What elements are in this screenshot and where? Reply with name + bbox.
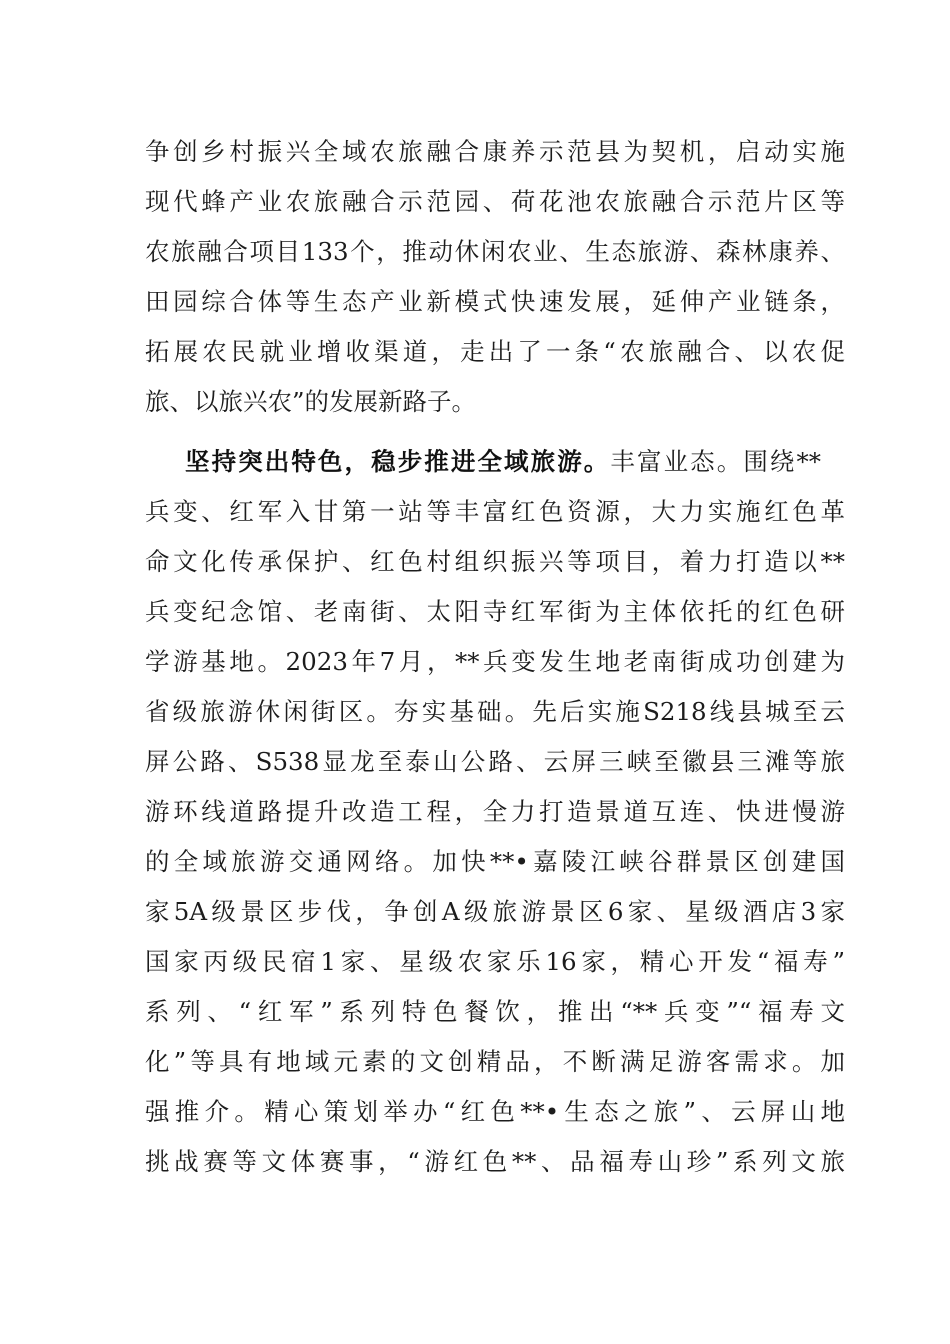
body-text-span: 丰富业态。围绕**: [610, 447, 821, 476]
body-text-line: 的全域旅游交通网络。加快**•嘉陵江峡谷群景区创建国: [145, 847, 845, 876]
body-text-line: 田园综合体等生态产业新模式快速发展，延伸产业链条，: [145, 287, 845, 316]
body-text-line: 学游基地。2023年7月，**兵变发生地老南街成功创建为: [145, 647, 845, 676]
body-text-line: 命文化传承保护、红色村组织振兴等项目，着力打造以**: [145, 547, 845, 576]
body-text-line: 系列、“红军”系列特色餐饮，推出“**兵变”“福寿文: [145, 997, 845, 1026]
body-text-line: 挑战赛等文体赛事，“游红色**、品福寿山珍”系列文旅: [145, 1147, 845, 1176]
body-text-line: 农旅融合项目133个，推动休闲农业、生态旅游、森林康养、: [145, 237, 845, 266]
paragraph-first-line: [185, 442, 821, 482]
body-text-line: 现代蜂产业农旅融合示范园、荷花池农旅融合示范片区等: [145, 187, 845, 216]
body-text-line: 旅、以旅兴农”的发展新路子。: [145, 387, 477, 416]
body-text-line: 兵变、红军入甘第一站等丰富红色资源，大力实施红色革: [145, 497, 845, 526]
body-text-line: 化”等具有地域元素的文创精品，不断满足游客需求。加: [145, 1047, 845, 1076]
body-text-line: 拓展农民就业增收渠道，走出了一条“农旅融合、以农促: [145, 337, 845, 366]
body-text-line: 游环线道路提升改造工程，全力打造景道互连、快进慢游: [145, 797, 845, 826]
body-text-line: 争创乡村振兴全域农旅融合康养示范县为契机，启动实施: [145, 137, 845, 166]
section-heading: 坚持突出特色，稳步推进全域旅游。: [185, 447, 611, 476]
body-text-line: 省级旅游休闲街区。夯实基础。先后实施S218线县城至云: [145, 697, 845, 726]
body-text-line: 强推介。精心策划举办“红色**•生态之旅”、云屏山地: [145, 1097, 845, 1126]
body-text-line: 国家丙级民宿1家、星级农家乐16家，精心开发“福寿”: [145, 947, 845, 976]
body-text-line: 屏公路、S538显龙至泰山公路、云屏三峡至徽县三滩等旅: [145, 747, 845, 776]
body-text-line: 家5A级景区步伐，争创A级旅游景区6家、星级酒店3家: [145, 897, 845, 926]
body-text-line: 兵变纪念馆、老南街、太阳寺红军街为主体依托的红色研: [145, 597, 845, 626]
